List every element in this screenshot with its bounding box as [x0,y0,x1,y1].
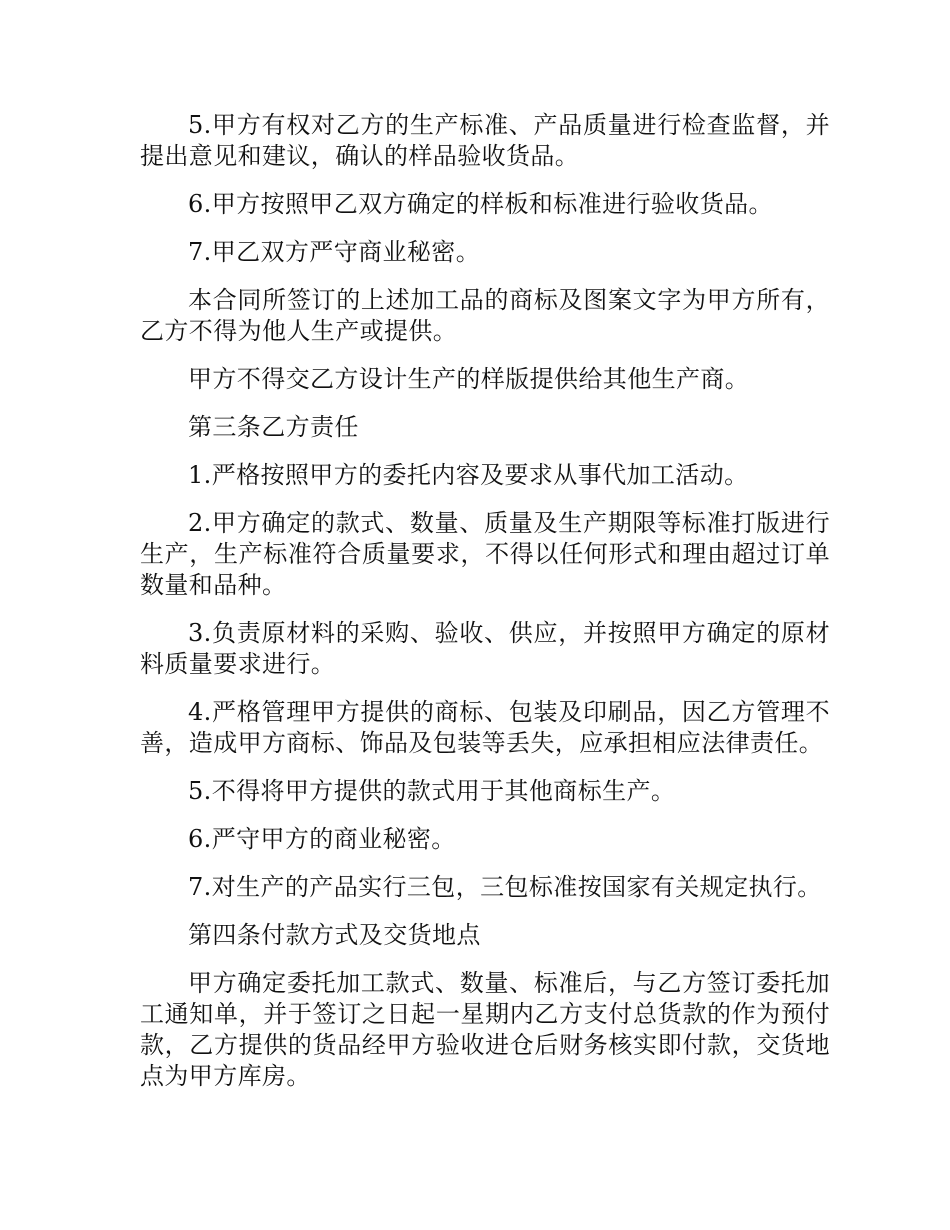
paragraph-sample-restriction: 甲方不得交乙方设计生产的样版提供给其他生产商。 [188,365,750,393]
paragraph-clause-b-5: 5.不得将甲方提供的款式用于其他商标生产。 [188,777,676,805]
paragraph-clause-b-7: 7.对生产的产品实行三包，三包标准按国家有关规定执行。 [188,873,822,901]
paragraph-clause-a-5: 5.甲方有权对乙方的生产标准、产品质量进行检查监督，并提出意见和建议，确认的样品验收货品。 [140,111,830,170]
paragraph-clause-b-6: 6.严守甲方的商业秘密。 [188,825,456,853]
paragraph-clause-b-1: 1.严格按照甲方的委托内容及要求从事代加工活动。 [188,461,749,489]
paragraph-clause-b-3: 3.负责原材料的采购、验收、供应，并按照甲方确定的原材料质量要求进行。 [140,619,830,678]
paragraph-clause-a-6: 6.甲方按照甲乙双方确定的样板和标准进行验收货品。 [188,190,773,218]
paragraph-payment-terms: 甲方确定委托加工款式、数量、标准后，与乙方签订委托加工通知单，并于签订之日起一星期内乙方支付总货款的作为预付款，乙方提供的货品经甲方验收进仓后财务核实即付款，交货地点为甲方库房。 [140,969,830,1090]
paragraph-clause-a-7: 7.甲乙双方严守商业秘密。 [188,238,481,266]
document-page [140,110,830,1109]
paragraph-clause-b-4: 4.严格管理甲方提供的商标、包装及印刷品，因乙方管理不善，造成甲方商标、饰品及包装等丢失，应承担相应法律责任。 [140,698,830,757]
paragraph-trademark-ownership: 本合同所签订的上述加工品的商标及图案文字为甲方所有，乙方不得为他人生产或提供。 [140,286,830,345]
section-heading-article-3: 第三条乙方责任 [188,413,359,441]
paragraph-clause-b-2: 2.甲方确定的款式、数量、质量及生产期限等标准打版进行生产，生产标准符合质量要求，不得以任何形式和理由超过订单数量和品种。 [140,509,830,599]
section-heading-article-4: 第四条付款方式及交货地点 [188,921,481,949]
